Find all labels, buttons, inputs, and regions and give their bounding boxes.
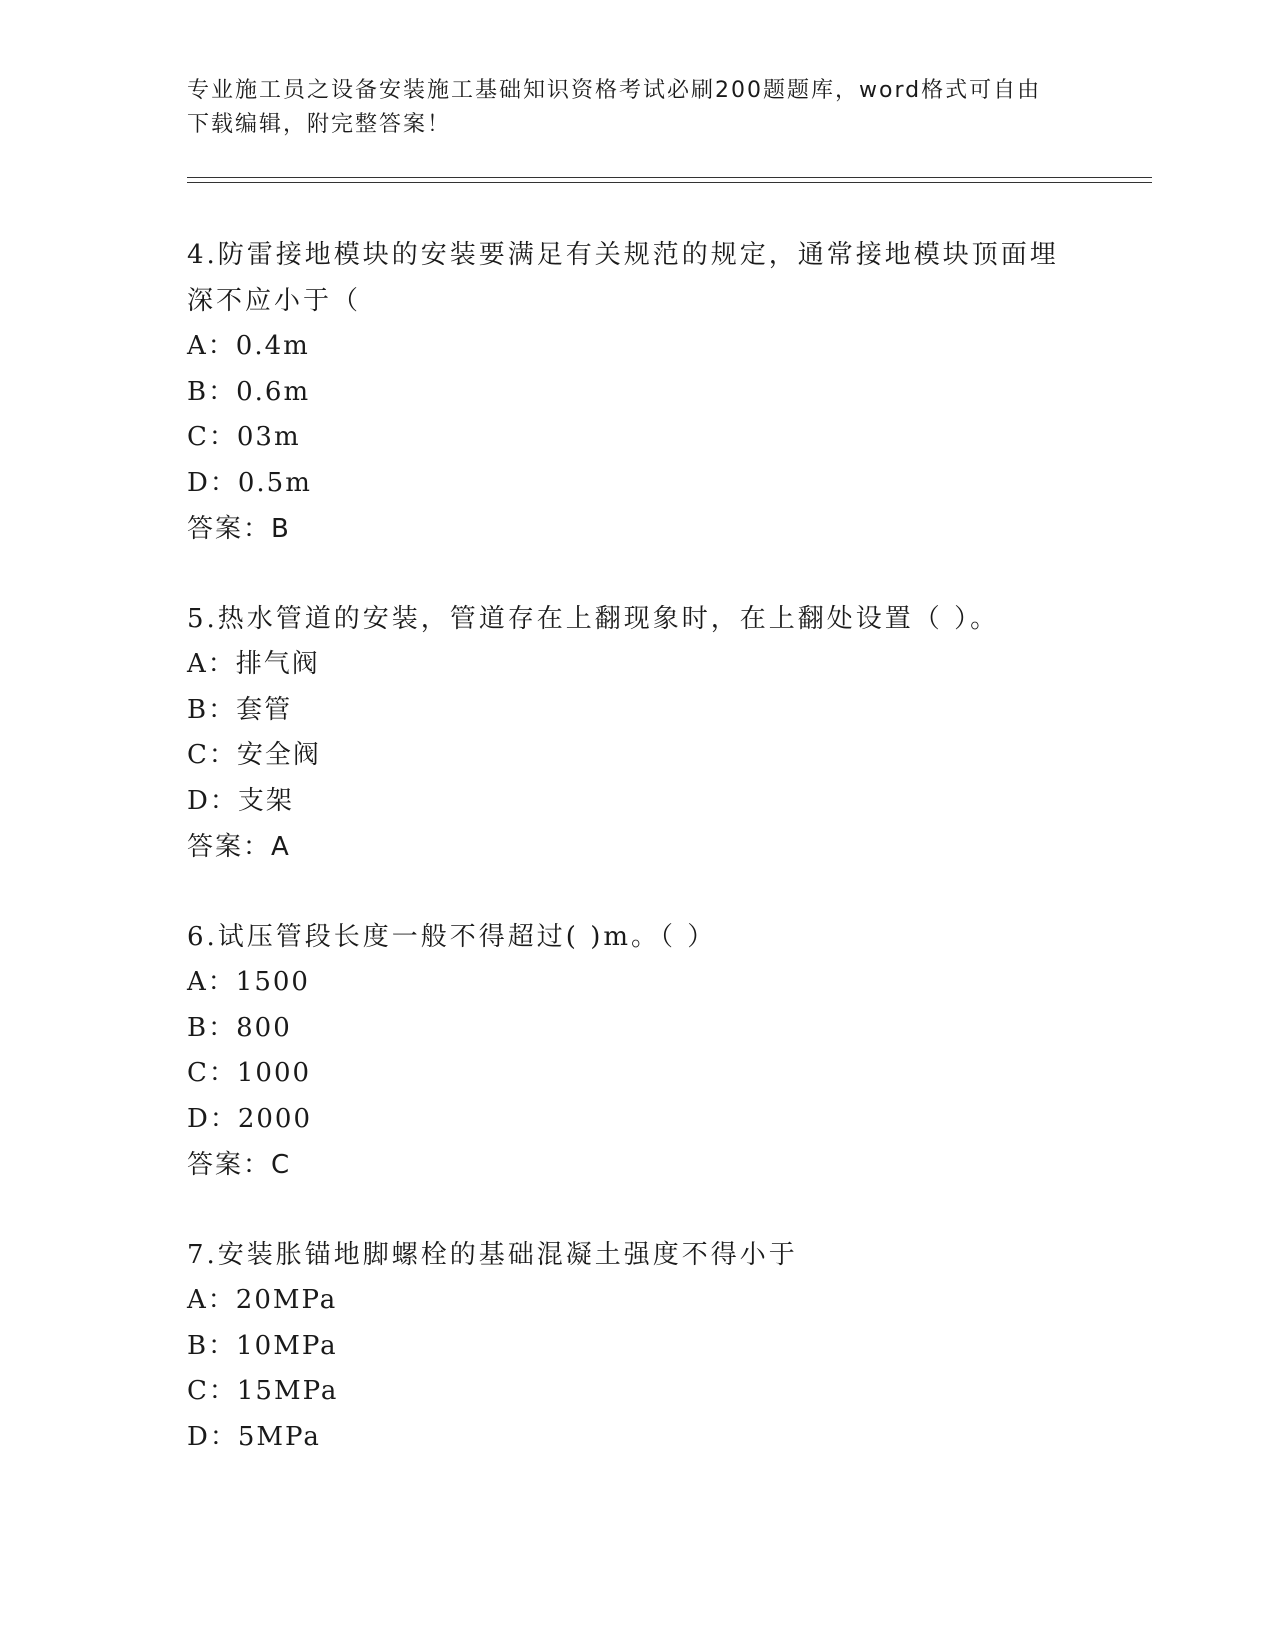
header-divider-bottom	[187, 182, 1152, 183]
option-d: D：2000	[187, 1103, 313, 1134]
option-c: C：15MPa	[187, 1376, 339, 1406]
option-c: C：03m	[187, 422, 301, 452]
question-item	[187, 596, 1087, 870]
question-stem-line: 5.热水管道的安装，管道存在上翻现象时，在上翻处设置（ ）。	[187, 604, 1000, 634]
question-item	[187, 914, 1087, 1188]
option-b: B：800	[187, 1012, 292, 1043]
header-divider-top	[187, 177, 1152, 178]
option-a: A：1500	[187, 967, 310, 997]
option-d: D：5MPa	[187, 1421, 321, 1452]
question-item	[187, 1232, 1087, 1460]
header-line-2: 下载编辑，附完整答案！	[187, 112, 452, 137]
question-item	[187, 232, 1087, 552]
question-stem	[187, 596, 1087, 642]
document-header	[187, 74, 1067, 142]
answer-line: 答案：A	[187, 832, 291, 862]
option-d: D：支架	[187, 785, 294, 816]
option-a: A：排气阀	[187, 649, 320, 679]
option-a: A：0.4m	[187, 331, 310, 361]
option-b: B：套管	[187, 694, 293, 725]
header-line-1: 专业施工员之设备安装施工基础知识资格考试必刷200题题库，word格式可自由	[187, 78, 1042, 103]
option-b: B：10MPa	[187, 1330, 338, 1361]
question-list	[187, 232, 1087, 1504]
question-stem-line: 4.防雷接地模块的安装要满足有关规范的规定，通常接地模块顶面埋	[187, 240, 1059, 270]
question-stem-line: 6.试压管段长度一般不得超过( )m。（ ）	[187, 922, 717, 952]
question-stem-line: 深不应小于（	[187, 286, 362, 316]
question-stem	[187, 914, 1087, 960]
answer-line: 答案：C	[187, 1150, 292, 1180]
option-c: C：安全阀	[187, 740, 321, 770]
option-c: C：1000	[187, 1058, 312, 1088]
question-stem	[187, 1232, 1087, 1278]
question-stem-line: 7.安装胀锚地脚螺栓的基础混凝土强度不得小于	[187, 1240, 798, 1270]
option-d: D：0.5m	[187, 467, 312, 498]
question-stem	[187, 232, 1087, 324]
answer-line: 答案：B	[187, 514, 291, 544]
option-a: A：20MPa	[187, 1285, 338, 1315]
option-b: B：0.6m	[187, 376, 311, 407]
